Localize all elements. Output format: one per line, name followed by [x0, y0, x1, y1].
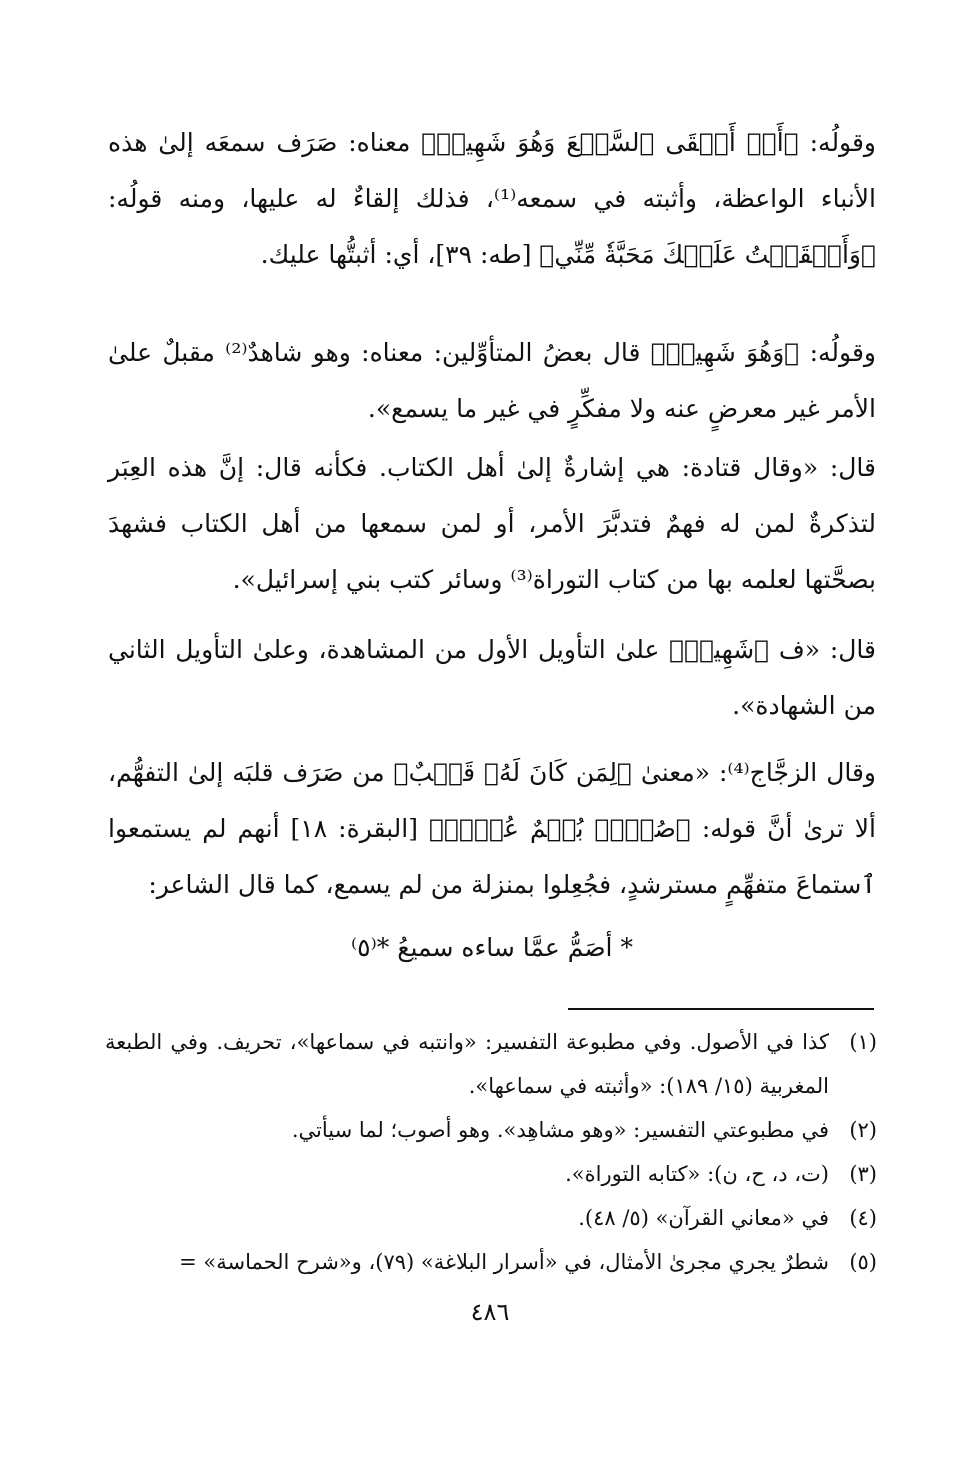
- paragraph-4-text: قال: «ف ﴿شَهِيدٞ﴾ علىٰ التأويل الأول من المشاهدة، وعلىٰ التأويل الثاني من الشهادة».: [108, 635, 876, 720]
- footnote-5: [105, 1240, 877, 1284]
- paragraph-3: [108, 440, 876, 608]
- paragraph-2: [108, 325, 876, 437]
- paragraph-1: [108, 115, 876, 283]
- page-number: ٤٨٦: [470, 1298, 510, 1326]
- footnotes: [105, 1020, 877, 1284]
- paragraph-2-text: وقولُه: ﴿وَهُوَ شَهِيدٞ﴾ قال بعضُ المتأوِّلين: معناه: وهو شاهدٌ⁽²⁾ مقبلٌ علىٰ الأمر غير معرضٍ عنه ولا مفكِّرٍ في غير ما يسمع».: [108, 338, 876, 423]
- footnote-number: (١): [849, 1030, 877, 1054]
- footnote-4: [105, 1196, 877, 1240]
- footnote-number: (٣): [849, 1162, 877, 1186]
- footnote-text: شطرٌ يجري مجرىٰ الأمثال، في «أسرار البلاغة» (٧٩)، و«شرح الحماسة» =: [179, 1250, 829, 1274]
- footnote-number: (٥): [849, 1250, 877, 1274]
- footnote-2: [105, 1108, 877, 1152]
- paragraph-3-text: قال: «وقال قتادة: هي إشارةٌ إلىٰ أهل الكتاب. فكأنه قال: إنَّ هذه العِبَر لتذكرةٌ لمن له فهمٌ فتدبَّرَ الأمر، أو لمن سمعها من أهل الكتاب فشهدَ بصحَّتها لعلمه بها من كتاب التوراة⁽³⁾ وسائر كتب بني إسرائيل».: [108, 453, 876, 594]
- paragraph-4: [108, 622, 876, 734]
- footnote-text: في «معاني القرآن» (٥/ ٤٨).: [578, 1206, 829, 1230]
- poetry-verse: * أصَمُّ عمَّا ساءه سميعُ *⁽٥⁾: [351, 933, 633, 962]
- paragraph-5-text: وقال الزجَّاج⁽⁴⁾: «معنىٰ ﴿لِمَن كَانَ لَهُۥ قَلۡبٌ﴾ من صَرَف قلبَه إلىٰ التفهُّم، ألا ترىٰ أنَّ قوله: ﴿صُمُّۢ بُكۡمٌ عُمۡيٞ﴾ [البقرة: ١٨] أنهم لم يستمعوا ٱستماعَ متفهِّمٍ مسترشدٍ، فجُعِلوا بمنزلة من لم يسمع، كما قال الشاعر:: [108, 758, 876, 899]
- footnote-3: [105, 1152, 877, 1196]
- footnote-1: [105, 1020, 877, 1108]
- paragraph-5: [108, 745, 876, 913]
- footnote-text: (ت، د، ح، ن): «كتابه التوراة».: [565, 1162, 829, 1186]
- footnote-number: (٢): [849, 1118, 877, 1142]
- footnote-number: (٤): [849, 1206, 877, 1230]
- paragraph-1-text: وقولُه: ﴿أَوۡ أَلۡقَى ٱلسَّمۡعَ وَهُوَ شَهِيدٞ﴾ معناه: صَرَف سمعَه إلىٰ هذه الأنباء الواعظة، وأثبته في سمعه⁽¹⁾، فذلك إلقاءٌ له عليها، ومنه قولُه: ﴿وَأَلۡقَيۡتُ عَلَيۡكَ مَحَبَّةٗ مِّنِّي﴾ [طه: ٣٩]، أي: أثبتُّها عليك.: [108, 128, 876, 269]
- footnote-text: في مطبوعتي التفسير: «وهو مشاهِد». وهو أصوب؛ لما سيأتي.: [291, 1118, 829, 1142]
- footnote-text: كذا في الأصول. وفي مطبوعة التفسير: «وانتبه في سماعها»، تحريف. وفي الطبعة المغربية (١٥/ ١٨٩): «وأثبته في سماعها».: [105, 1030, 829, 1098]
- footnote-separator: [568, 1008, 874, 1010]
